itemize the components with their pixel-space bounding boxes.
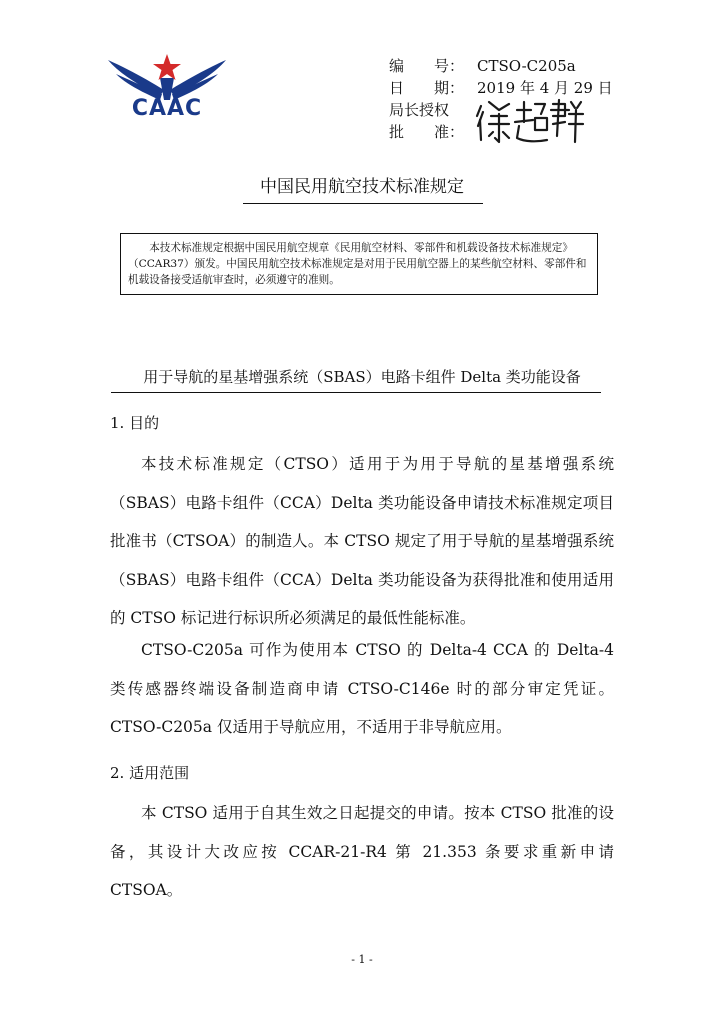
preface-box: 本技术标准规定根据中国民用航空规章《民用航空材料、零部件和机载设备技术标准规定》（CCAR37）颁发。中国民用航空技术标准规定是对用于民用航空器上的某些航空材料、零部件和机载设备接受适航审查时，必须遵守的准则。 [120, 233, 598, 295]
document-number-row [389, 56, 576, 76]
caac-logo [108, 50, 226, 130]
caac-logo-text: CAAC [131, 96, 203, 121]
document-date-label: 日 期： [389, 79, 465, 97]
paragraph-purpose-2: CTSO-C205a 可作为使用本 CTSO 的 Delta-4 CCA 的 Delta-4 类传感器终端设备制造商申请 CTSO-C146e 时的部分审定凭证。CTSO-C205a 仅适用于导航应用，不适用于非导航应用。 [110, 641, 614, 736]
main-title: 中国民用航空技术标准规定 [260, 177, 464, 197]
section-heading-scope: 2. 适用范围 [110, 764, 190, 782]
document-date-row [389, 78, 613, 98]
paragraph-scope-1: 本 CTSO 适用于自其生效之日起提交的申请。按本 CTSO 批准的设备，其设计大改应按 CCAR-21-R4 第 21.353 条要求重新申请 CTSOA。 [110, 804, 614, 899]
handwritten-signature [475, 96, 585, 146]
subject-title: 用于导航的星基增强系统（SBAS）电路卡组件 Delta 类功能设备 [143, 368, 581, 386]
authorization-label-line2: 批 准： [389, 123, 465, 141]
document-number-label: 编 号： [389, 57, 465, 75]
subject-title-underline [111, 392, 601, 393]
main-title-underline [243, 203, 483, 204]
document-number-value: CTSO-C205a [477, 57, 576, 75]
section-heading-purpose: 1. 目的 [110, 414, 160, 432]
paragraph-purpose-1: 本技术标准规定（CTSO）适用于为用于导航的星基增强系统（SBAS）电路卡组件（CCA）Delta 类功能设备申请技术标准规定项目批准书（CTSOA）的制造人。本 CTSO 规定了用于导航的星基增强系统（SBAS）电路卡组件（CCA）Delta 类功能设备为获得批准和使用适用的 CTSO 标记进行标识所必须满足的最低性能标准。 [110, 455, 614, 627]
page-number: - 1 - [351, 953, 373, 966]
document-date-value: 2019 年 4 月 29 日 [477, 79, 613, 97]
authorization-label-line1: 局长授权 [389, 101, 450, 119]
